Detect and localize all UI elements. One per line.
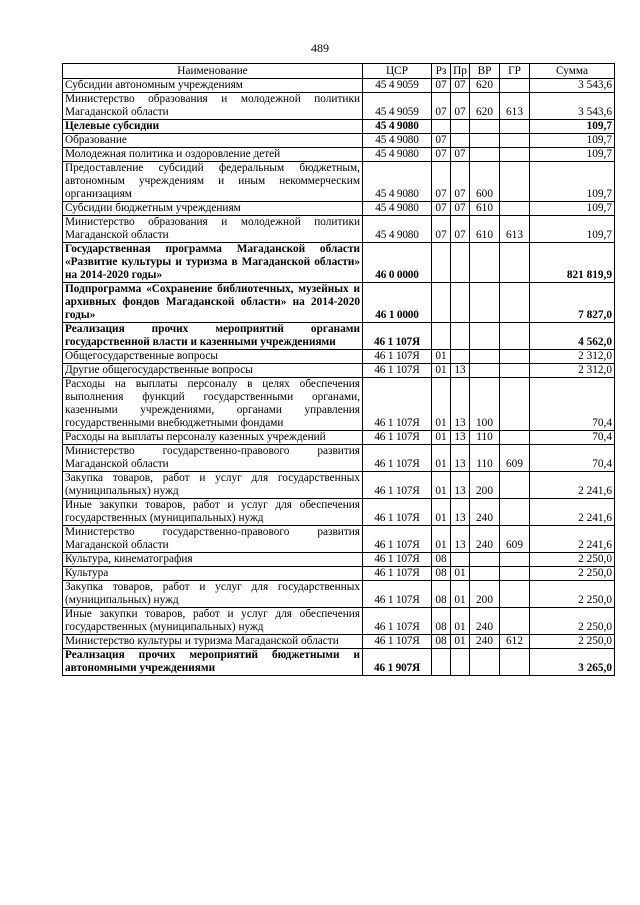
cell-rz: 01 [432,499,451,526]
cell-rz: 08 [432,635,451,649]
header-vr: ВР [470,64,500,79]
table-row [63,635,615,649]
cell-gr [500,553,530,567]
cell-name: Закупка товаров, работ и услуг для государственных (муниципальных) нужд [63,581,363,608]
cell-gr [500,472,530,499]
table-row [63,79,615,93]
cell-csr: 46 1 107Я [363,581,432,608]
cell-sum: 3 543,6 [530,93,615,120]
cell-csr: 45 4 9080 [363,202,432,216]
cell-csr: 46 1 107Я [363,323,432,350]
cell-pr [451,553,470,567]
cell-gr [500,202,530,216]
cell-sum: 109,7 [530,162,615,202]
cell-vr: 610 [470,216,500,243]
cell-name: Молодежная политика и оздоровление детей [63,148,363,162]
cell-gr: 613 [500,216,530,243]
cell-csr: 46 1 107Я [363,350,432,364]
cell-name: Закупка товаров, работ и услуг для государственных (муниципальных) нужд [63,472,363,499]
table-row [63,350,615,364]
cell-name: Подпрограмма «Сохранение библиотечных, музейных и архивных фондов Магаданской области» на 2014-2020 годы» [63,283,363,323]
cell-pr: 07 [451,79,470,93]
cell-name: Министерство культуры и туризма Магаданской области [63,635,363,649]
page-number: 489 [311,41,329,55]
cell-sum: 109,7 [530,120,615,134]
cell-gr [500,120,530,134]
cell-rz: 07 [432,93,451,120]
cell-sum: 2 250,0 [530,553,615,567]
cell-rz: 07 [432,216,451,243]
cell-rz: 01 [432,378,451,431]
cell-rz [432,283,451,323]
cell-name: Иные закупки товаров, работ и услуг для обеспечения государственных (муниципальных) нужд [63,499,363,526]
cell-rz: 07 [432,202,451,216]
cell-pr: 01 [451,635,470,649]
cell-gr [500,581,530,608]
cell-sum: 70,4 [530,431,615,445]
cell-csr: 45 4 9059 [363,93,432,120]
cell-name: Иные закупки товаров, работ и услуг для обеспечения государственных (муниципальных) нужд [63,608,363,635]
cell-vr: 200 [470,472,500,499]
cell-pr: 07 [451,202,470,216]
cell-sum: 2 241,6 [530,526,615,553]
cell-csr: 45 4 9080 [363,162,432,202]
table-row [63,649,615,676]
table-row [63,364,615,378]
cell-gr [500,608,530,635]
cell-name: Государственная программа Магаданской области «Развитие культуры и туризма в Магаданской области» на 2014-2020 годы» [63,243,363,283]
cell-vr: 100 [470,378,500,431]
cell-gr: 609 [500,445,530,472]
cell-vr: 240 [470,499,500,526]
cell-name: Министерство государственно-правового развития Магаданской области [63,526,363,553]
cell-rz: 01 [432,526,451,553]
cell-pr: 13 [451,472,470,499]
cell-sum: 70,4 [530,378,615,431]
cell-sum: 109,7 [530,202,615,216]
cell-name: Расходы на выплаты персоналу в целях обеспечения выполнения функций государственными органами, казенными учреждениями, органами управления государственными внебюджетными фондами [63,378,363,431]
cell-gr [500,283,530,323]
cell-pr: 07 [451,162,470,202]
cell-sum: 2 241,6 [530,472,615,499]
cell-vr: 110 [470,431,500,445]
cell-gr [500,323,530,350]
table-row [63,134,615,148]
cell-sum: 2 250,0 [530,567,615,581]
cell-vr [470,243,500,283]
cell-pr [451,134,470,148]
table-row [63,120,615,134]
cell-pr: 07 [451,93,470,120]
table-row [63,378,615,431]
cell-sum: 2 312,0 [530,350,615,364]
cell-vr: 620 [470,93,500,120]
cell-name: Образование [63,134,363,148]
cell-pr [451,649,470,676]
cell-gr [500,134,530,148]
cell-csr: 46 1 107Я [363,635,432,649]
cell-sum: 70,4 [530,445,615,472]
cell-csr: 46 1 107Я [363,378,432,431]
cell-pr: 07 [451,148,470,162]
cell-vr: 240 [470,635,500,649]
cell-sum: 3 265,0 [530,649,615,676]
cell-rz [432,323,451,350]
cell-pr [451,323,470,350]
table-row [63,243,615,283]
table-row [63,472,615,499]
cell-pr [451,243,470,283]
cell-name: Министерство образования и молодежной политики Магаданской области [63,93,363,120]
cell-gr [500,148,530,162]
cell-csr: 46 1 107Я [363,526,432,553]
table-row [63,162,615,202]
cell-name: Другие общегосударственные вопросы [63,364,363,378]
cell-vr [470,567,500,581]
cell-vr [470,283,500,323]
cell-vr [470,120,500,134]
cell-vr [470,553,500,567]
cell-rz [432,243,451,283]
cell-name: Министерство образования и молодежной политики Магаданской области [63,216,363,243]
cell-rz: 07 [432,134,451,148]
cell-gr [500,499,530,526]
cell-csr: 46 1 107Я [363,567,432,581]
header-name: Наименование [63,64,363,79]
cell-csr: 45 4 9059 [363,79,432,93]
cell-rz: 08 [432,608,451,635]
cell-vr [470,323,500,350]
cell-name: Общегосударственные вопросы [63,350,363,364]
table-row [63,283,615,323]
cell-name: Реализация прочих мероприятий органами государственной власти и казенными учреждениями [63,323,363,350]
cell-sum: 821 819,9 [530,243,615,283]
cell-sum: 109,7 [530,134,615,148]
cell-sum: 4 562,0 [530,323,615,350]
cell-vr: 600 [470,162,500,202]
cell-pr: 01 [451,567,470,581]
cell-gr: 609 [500,526,530,553]
cell-csr: 46 1 907Я [363,649,432,676]
cell-rz: 07 [432,148,451,162]
cell-csr: 45 4 9080 [363,148,432,162]
cell-sum: 2 250,0 [530,635,615,649]
cell-csr: 45 4 9080 [363,216,432,243]
cell-gr [500,79,530,93]
cell-name: Предоставление субсидий федеральным бюджетным, автономным учреждениям и иным некоммерческим организациям [63,162,363,202]
cell-csr: 46 1 107Я [363,499,432,526]
cell-csr: 46 1 0000 [363,283,432,323]
cell-pr: 13 [451,364,470,378]
table-row [63,93,615,120]
cell-vr: 620 [470,79,500,93]
cell-vr [470,364,500,378]
cell-name: Расходы на выплаты персоналу казенных учреждений [63,431,363,445]
cell-sum: 2 241,6 [530,499,615,526]
cell-pr [451,120,470,134]
cell-sum: 109,7 [530,216,615,243]
cell-vr [470,134,500,148]
cell-gr [500,350,530,364]
table-row [63,553,615,567]
table-row [63,431,615,445]
cell-vr [470,649,500,676]
table-row [63,148,615,162]
cell-rz: 01 [432,350,451,364]
cell-rz: 01 [432,472,451,499]
cell-csr: 46 1 107Я [363,472,432,499]
cell-rz: 07 [432,79,451,93]
cell-pr: 07 [451,216,470,243]
cell-name: Министерство государственно-правового развития Магаданской области [63,445,363,472]
table-row [63,608,615,635]
cell-gr [500,431,530,445]
cell-csr: 46 1 107Я [363,445,432,472]
cell-pr [451,350,470,364]
table-row [63,581,615,608]
cell-csr: 45 4 9080 [363,120,432,134]
cell-pr: 13 [451,445,470,472]
cell-gr [500,162,530,202]
cell-name: Целевые субсидии [63,120,363,134]
header-rz: Рз [432,64,451,79]
cell-vr [470,350,500,364]
cell-rz: 07 [432,162,451,202]
cell-csr: 46 0 0000 [363,243,432,283]
header-csr: ЦСР [363,64,432,79]
cell-sum: 109,7 [530,148,615,162]
cell-name: Культура, кинематография [63,553,363,567]
cell-rz: 08 [432,581,451,608]
table-row [63,526,615,553]
cell-rz [432,649,451,676]
cell-name: Субсидии автономным учреждениям [63,79,363,93]
cell-gr [500,378,530,431]
cell-pr: 01 [451,608,470,635]
cell-vr: 110 [470,445,500,472]
cell-name: Реализация прочих мероприятий бюджетными и автономными учреждениями [63,649,363,676]
header-gr: ГР [500,64,530,79]
cell-pr [451,283,470,323]
table-row [63,445,615,472]
cell-gr [500,567,530,581]
cell-pr: 13 [451,526,470,553]
cell-rz: 01 [432,431,451,445]
cell-rz: 08 [432,567,451,581]
header-pr: Пр [451,64,470,79]
table-row [63,499,615,526]
cell-vr: 200 [470,581,500,608]
cell-csr: 45 4 9080 [363,134,432,148]
header-sum: Сумма [530,64,615,79]
cell-sum: 2 250,0 [530,581,615,608]
cell-csr: 46 1 107Я [363,608,432,635]
cell-pr: 13 [451,499,470,526]
cell-gr: 612 [500,635,530,649]
cell-vr: 240 [470,526,500,553]
cell-vr: 240 [470,608,500,635]
cell-csr: 46 1 107Я [363,364,432,378]
cell-rz [432,120,451,134]
table-header-row [63,64,615,79]
table-row [63,216,615,243]
table-row [63,567,615,581]
budget-table [62,63,615,676]
cell-sum: 7 827,0 [530,283,615,323]
cell-sum: 3 543,6 [530,79,615,93]
cell-pr: 13 [451,431,470,445]
cell-sum: 2 250,0 [530,608,615,635]
cell-csr: 46 1 107Я [363,553,432,567]
cell-name: Культура [63,567,363,581]
cell-rz: 01 [432,445,451,472]
cell-gr [500,649,530,676]
cell-rz: 08 [432,553,451,567]
cell-csr: 46 1 107Я [363,431,432,445]
cell-sum: 2 312,0 [530,364,615,378]
cell-rz: 01 [432,364,451,378]
table-row [63,202,615,216]
cell-gr [500,243,530,283]
cell-pr: 13 [451,378,470,431]
cell-name: Субсидии бюджетным учреждениям [63,202,363,216]
cell-gr: 613 [500,93,530,120]
table-row [63,323,615,350]
cell-pr: 01 [451,581,470,608]
cell-vr [470,148,500,162]
cell-gr [500,364,530,378]
cell-vr: 610 [470,202,500,216]
